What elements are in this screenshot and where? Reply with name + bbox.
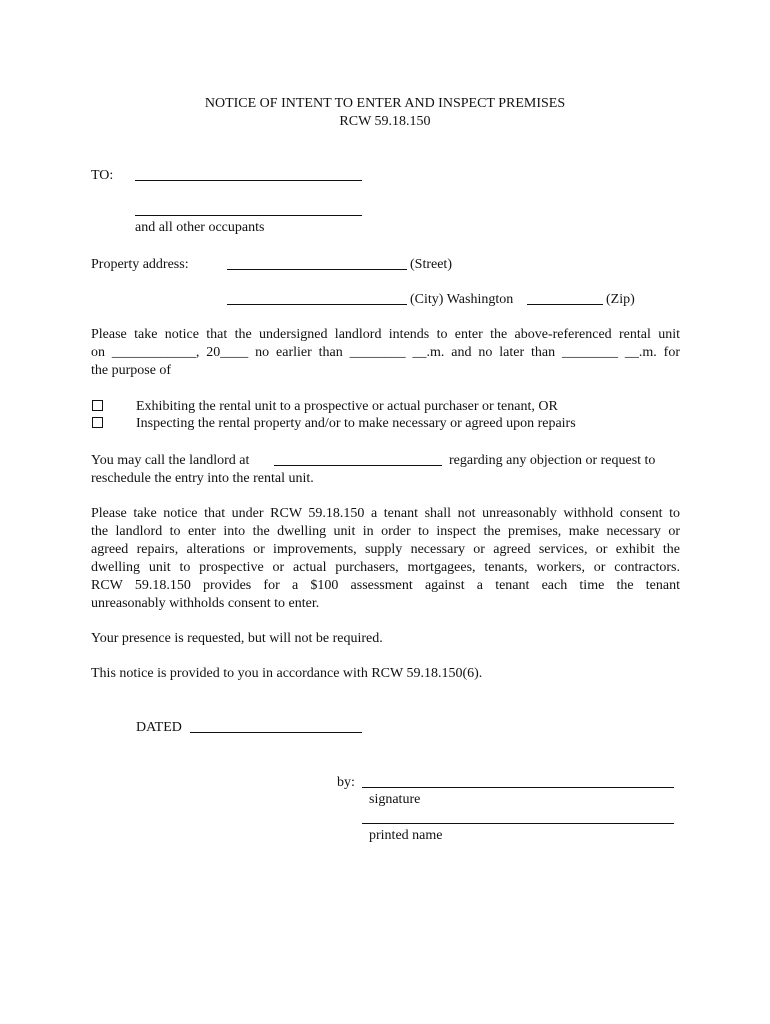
consent-line-4: dwelling unit to prospective or actual purchasers, mortgagees, tenants, workers, or contractors.	[91, 560, 680, 575]
city-field[interactable]	[227, 304, 407, 305]
call-prefix: You may call the landlord at	[91, 453, 250, 468]
exhibit-option-label: Exhibiting the rental unit to a prospective or actual purchaser or tenant, OR	[136, 399, 558, 414]
notice-line-1: Please take notice that the undersigned landlord intends to enter the above-referenced rental unit	[91, 327, 680, 342]
presence-text: Your presence is requested, but will not be required.	[91, 631, 383, 646]
zip-field[interactable]	[527, 304, 603, 305]
by-label: by:	[337, 775, 355, 790]
exhibit-checkbox[interactable]	[92, 400, 103, 411]
date-field[interactable]	[190, 732, 362, 733]
notice-line-2: on ____________, 20____ no earlier than ________ __.m. and no later than ________ __.m. for	[91, 345, 680, 360]
consent-line-5: RCW 59.18.150 provides for a $100 assessment against a tenant each time the tenant	[91, 578, 680, 593]
accordance-text: This notice is provided to you in accordance with RCW 59.18.150(6).	[91, 666, 483, 681]
consent-line-3: agreed repairs, alterations or improvements, supply necessary or agreed services, or exhibit the	[91, 542, 680, 557]
inspect-option-label: Inspecting the rental property and/or to make necessary or agreed upon repairs	[136, 416, 576, 431]
document-title: NOTICE OF INTENT TO ENTER AND INSPECT PREMISES	[204, 96, 566, 111]
recipient-field-2[interactable]	[135, 215, 362, 216]
inspect-checkbox[interactable]	[92, 417, 103, 428]
property-address-label: Property address:	[91, 257, 189, 272]
landlord-phone-field[interactable]	[274, 465, 442, 466]
consent-line-6: unreasonably withholds consent to enter.	[91, 596, 320, 611]
signature-field[interactable]	[362, 787, 674, 788]
notice-line-3: the purpose of	[91, 363, 172, 378]
notice-paragraph	[91, 326, 680, 380]
consent-paragraph	[91, 505, 680, 613]
to-label: TO:	[91, 168, 114, 183]
occupants-text: and all other occupants	[135, 220, 265, 235]
street-field[interactable]	[227, 269, 407, 270]
printed-name-field[interactable]	[362, 823, 674, 824]
zip-label: (Zip)	[606, 292, 635, 307]
dated-label: DATED	[136, 720, 182, 735]
street-label: (Street)	[410, 257, 452, 272]
call-line-2: reschedule the entry into the rental unit.	[91, 471, 314, 486]
printed-name-label: printed name	[369, 828, 443, 843]
consent-line-1: Please take notice that under RCW 59.18.150 a tenant shall not unreasonably withhold consent to	[91, 506, 680, 521]
consent-line-2: the landlord to enter into the dwelling unit in order to inspect the premises, make necessary or	[91, 524, 680, 539]
document-subtitle: RCW 59.18.150	[339, 114, 431, 129]
city-label: (City) Washington	[410, 292, 514, 307]
signature-label: signature	[369, 792, 421, 807]
recipient-field-1[interactable]	[135, 180, 362, 181]
call-suffix: regarding any objection or request to	[449, 453, 656, 468]
